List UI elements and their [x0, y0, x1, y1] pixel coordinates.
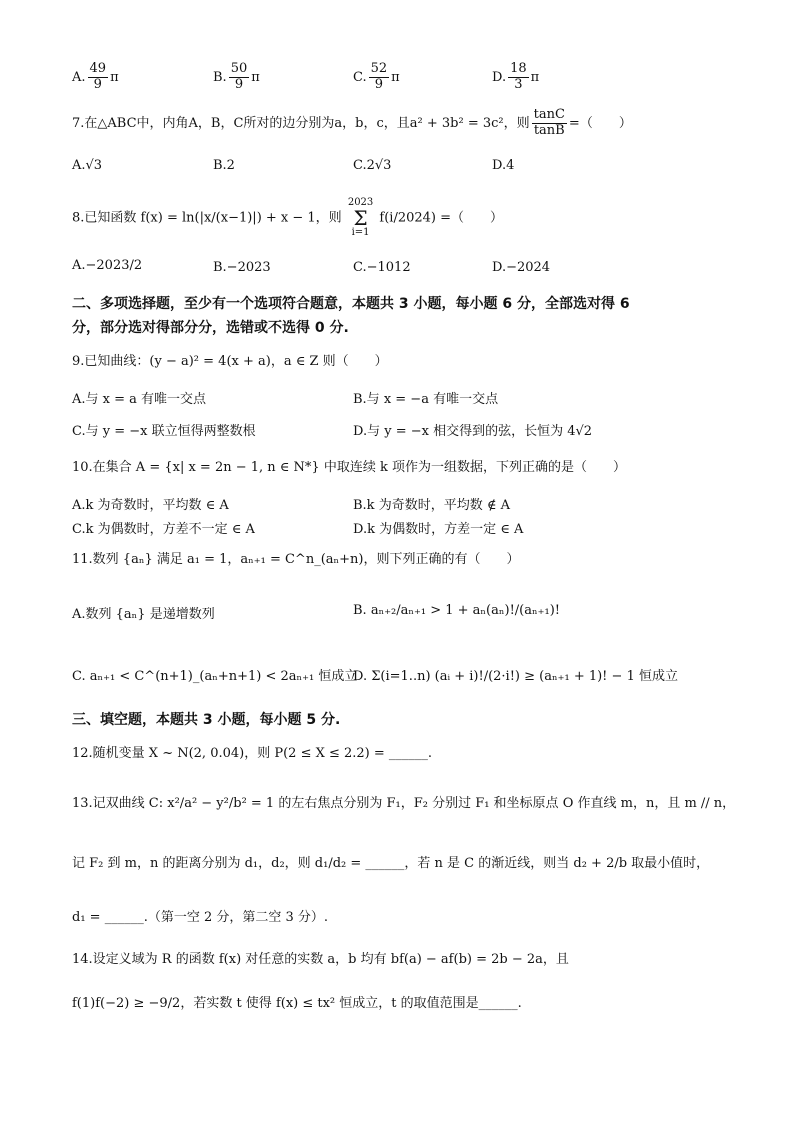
q10-option-b: B.k 为奇数时，平均数 ∉ A	[353, 498, 510, 513]
section3-heading: 三、填空题，本题共 3 小题，每小题 5 分.	[72, 712, 341, 728]
q11-option-c: C. aₙ₊₁ < C^(n+1)_(aₙ+n+1) < 2aₙ₊₁ 恒成立	[72, 669, 358, 684]
q11-option-b: B. aₙ₊₂/aₙ₊₁ > 1 + aₙ(aₙ)!/(aₙ₊₁)!	[353, 603, 560, 618]
q11-stem: 11.数列 {aₙ} 满足 a₁ = 1，aₙ₊₁ = C^n_(aₙ+n)，则下列正确的有（ ）	[72, 552, 520, 567]
q9-stem: 9.已知曲线：(y − a)² = 4(x + a)，a ∈ Z 则（ ）	[72, 354, 388, 369]
section2-heading-line1: 二、多项选择题，至少有一个选项符合题意，本题共 3 小题，每小题 6 分，全部选对得 6	[72, 296, 630, 312]
q6-option-b: B. $\frac{50}{9}$ π	[213, 61, 260, 92]
q6-option-d: D. $\frac{18}{3}$ π	[492, 61, 540, 92]
q8-option-d: D.−2024	[492, 260, 551, 275]
q10-option-d: D.k 为偶数时，方差一定 ∈ A	[353, 522, 524, 537]
q14-line1: 14.设定义域为 R 的函数 f(x) 对任意的实数 a，b 均有 bf(a) − af(b) = 2b − 2a，且	[72, 952, 569, 967]
q13-line1: 13.记双曲线 C: x²/a² − y²/b² = 1 的左右焦点分别为 F₁，F₂ 分别过 F₁ 和坐标原点 O 作直线 m，n，且 m // n，	[72, 796, 736, 811]
q8-option-a: A.−2023/2	[72, 258, 143, 273]
q13-line2: 记 F₂ 到 m，n 的距离分别为 d₁，d₂，则 d₁/d₂ = ______，若 n 是 C 的渐近线，则当 d₂ + 2/b 取最小值时，	[72, 856, 710, 871]
q12-stem: 12.随机变量 X ~ N(2, 0.04)，则 P(2 ≤ X ≤ 2.2) = ______.	[72, 746, 433, 761]
q14-line2: f(1)f(−2) ≥ −9/2，若实数 t 使得 f(x) ≤ tx² 恒成立，t 的取值范围是______.	[72, 996, 522, 1011]
q7-option-a: A.√3	[72, 158, 103, 173]
q9-option-a: A.与 x = a 有唯一交点	[72, 392, 207, 407]
q11-option-d: D. Σ(i=1..n) (aᵢ + i)!/(2·i!) ≥ (aₙ₊₁ + 1)! − 1 恒成立	[353, 669, 678, 684]
summation-symbol: 2023 Σ i=1	[347, 197, 374, 238]
q8-option-c: C.−1012	[353, 260, 411, 275]
q13-line3: d₁ = ______.（第一空 2 分，第二空 3 分）.	[72, 910, 329, 925]
q8-option-b: B.−2023	[213, 260, 271, 275]
q6-option-c: C. $\frac{52}{9}$ π	[353, 61, 400, 92]
q10-option-c: C.k 为偶数时，方差不一定 ∈ A	[72, 522, 255, 537]
section2-heading-line2: 分，部分选对得部分分，选错或不选得 0 分.	[72, 320, 349, 336]
q10-option-a: A.k 为奇数时，平均数 ∈ A	[72, 498, 229, 513]
q9-option-b: B.与 x = −a 有唯一交点	[353, 392, 499, 407]
q9-option-d: D.与 y = −x 相交得到的弦，长恒为 4√2	[353, 424, 593, 439]
q9-option-c: C.与 y = −x 联立恒得两整数根	[72, 424, 256, 439]
q7-option-c: C.2√3	[353, 158, 392, 173]
q7-option-b: B.2	[213, 158, 235, 173]
q7-stem: 7.在△ABC中，内角A，B，C所对的边分别为a，b，c，且a² + 3b² = 3c²，则 $\frac{\tan C}{\tan B}$ =（ ）	[72, 107, 632, 138]
q11-option-a: A.数列 {aₙ} 是递增数列	[72, 607, 215, 622]
q6-option-a: A. $\frac{49}{9}$ π	[72, 61, 119, 92]
q10-stem: 10.在集合 A = {x| x = 2n − 1, n ∈ N*} 中取连续 k 项作为一组数据，下列正确的是（ ）	[72, 460, 626, 475]
q8-stem: 8.已知函数 f(x) = ln(|x/(x−1)|) + x − 1，则 2023 Σ i=1 f(i/2024) =（ ）	[72, 197, 504, 238]
q7-option-d: D.4	[492, 158, 515, 173]
